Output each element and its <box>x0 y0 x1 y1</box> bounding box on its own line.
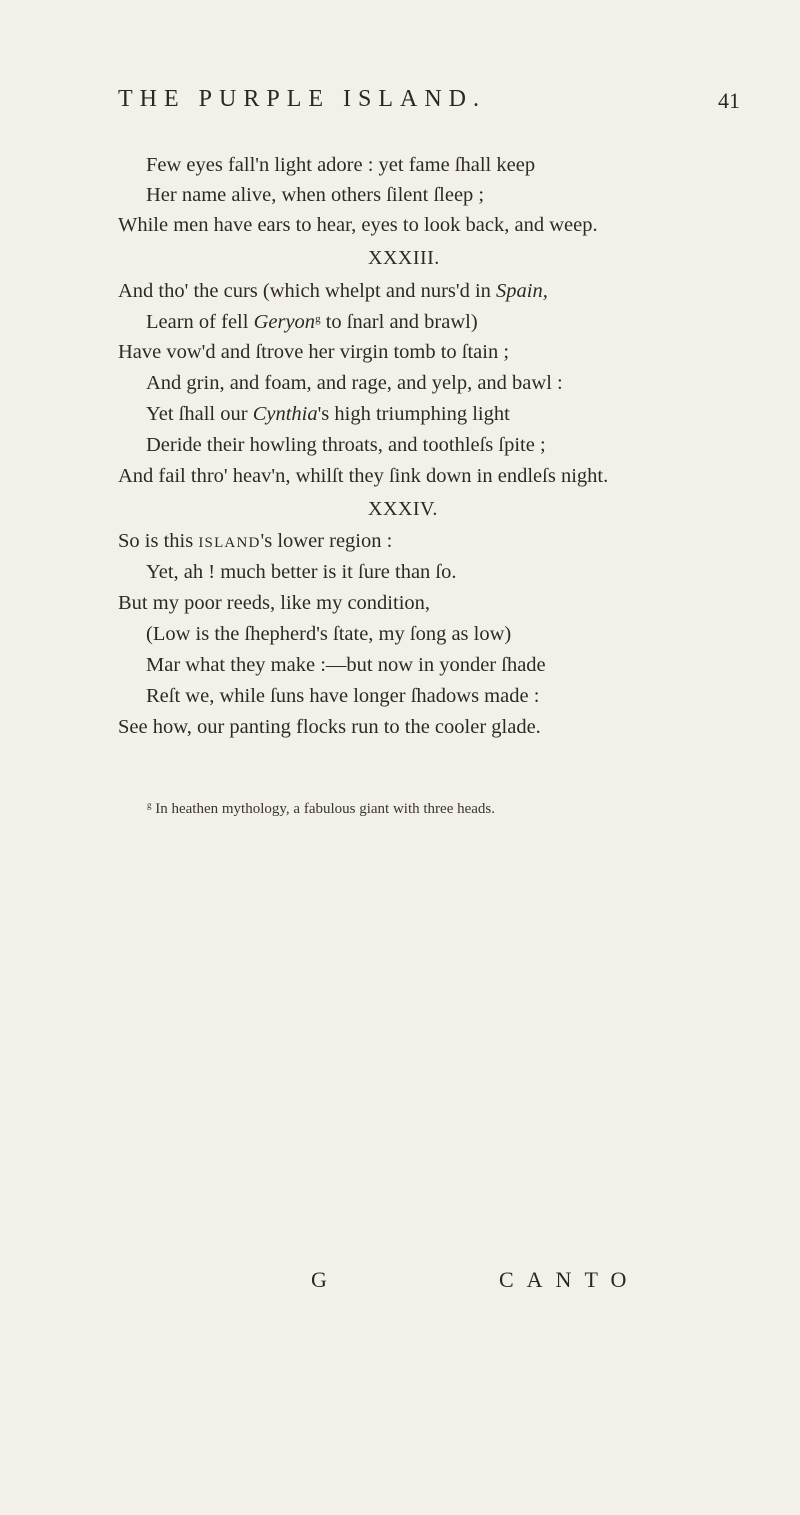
stanza-number: XXXIV. <box>368 498 438 520</box>
catchword: CANTO <box>499 1267 640 1292</box>
verse-line: But my poor reeds, like my condition, <box>118 592 431 614</box>
verse-line: And fail thro' heav'n, whilſt they ſink down in endleſs night. <box>118 465 609 487</box>
small-caps-word: ISLAND <box>198 535 261 551</box>
verse-line: Few eyes fall'n light adore : yet fame ſhall keep <box>146 154 536 176</box>
verse-line: While men have ears to hear, eyes to look back, and weep. <box>118 214 598 236</box>
verse-line: Yet ſhall our Cynthia's high triumphing light <box>146 403 510 425</box>
page-number: 41 <box>718 88 740 113</box>
italic-name: Geryon <box>253 311 316 333</box>
verse-line: Mar what they make :—but now in yonder ſhade <box>146 654 546 676</box>
verse-line: Deride their howling throats, and toothleſs ſpite ; <box>146 434 546 456</box>
footnote-mark: g <box>315 313 321 325</box>
italic-place-name: Spain <box>496 280 543 302</box>
verse-line: And tho' the curs (which whelpt and nurs'd in Spain, <box>118 280 548 302</box>
running-title: THE PURPLE ISLAND. <box>118 86 487 112</box>
verse-line: Have vow'd and ſtrove her virgin tomb to ſtain ; <box>118 341 510 363</box>
signature-mark: G <box>311 1267 327 1292</box>
verse-line: And grin, and foam, and rage, and yelp, and bawl : <box>146 372 563 394</box>
verse-line: So is this ISLAND's lower region : <box>118 530 393 552</box>
verse-line: See how, our panting flocks run to the cooler glade. <box>118 716 541 738</box>
stanza-number: XXXIII. <box>368 247 440 269</box>
verse-line: Reſt we, while ſuns have longer ſhadows made : <box>146 685 540 707</box>
footnote: $^g$ In heathen mythology, a fabulous giant with three heads. <box>147 800 496 817</box>
verse-line: Yet, ah ! much better is it ſure than ſo. <box>146 561 457 583</box>
verse-line: Her name alive, when others ſilent ſleep ; <box>146 184 485 206</box>
italic-name: Cynthia <box>252 403 318 425</box>
footnote-mark: g <box>147 800 152 810</box>
verse-line: Learn of fell Geryon$^g$ to ſnarl and brawl) <box>146 311 478 333</box>
verse-line: (Low is the ſhepherd's ſtate, my ſong as low) <box>146 623 512 645</box>
